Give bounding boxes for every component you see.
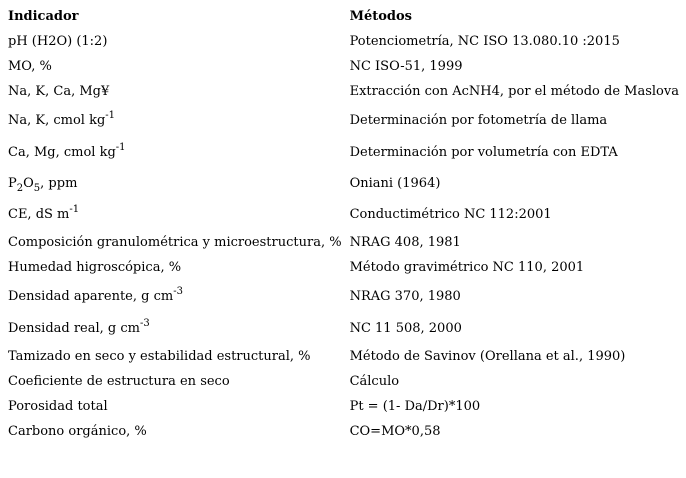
method-cell: Cálculo	[349, 374, 400, 389]
table-row	[0, 168, 686, 198]
method-cell: Método gravimétrico NC 110, 2001	[349, 260, 585, 275]
indicator-cell	[0, 198, 342, 230]
table-row	[0, 230, 686, 255]
method-cell: NRAG 408, 1981	[349, 235, 461, 250]
table-row	[0, 344, 686, 369]
indicator-text: O	[23, 175, 34, 191]
header-metodos: Métodos	[349, 8, 412, 24]
table-row	[0, 394, 686, 419]
table-header-row	[0, 0, 686, 29]
indicator-cell: Composición granulométrica y microestructura, %	[8, 235, 342, 250]
indicator-cell: Carbono orgánico, %	[8, 424, 147, 439]
subscript: 2	[16, 182, 24, 194]
method-cell: NRAG 370, 1980	[349, 288, 461, 304]
indicator-cell: pH (H2O) (1:2)	[8, 34, 108, 49]
indicator-text: Na, K, cmol kg	[8, 112, 106, 128]
method-cell: NC ISO-51, 1999	[349, 59, 463, 74]
unit-exponent: -1	[115, 141, 126, 153]
table-row	[0, 198, 686, 230]
table-row	[0, 136, 686, 168]
method-cell: NC 11 508, 2000	[349, 320, 462, 336]
method-cell: Determinación por volumetría con EDTA	[349, 144, 618, 160]
subscript: 5	[33, 182, 41, 194]
indicator-text: CE, dS m	[8, 206, 70, 222]
indicator-cell: Tamizado en seco y estabilidad estructural, %	[8, 349, 311, 364]
indicator-cell	[0, 280, 342, 312]
table-row	[0, 280, 686, 312]
indicator-text: Ca, Mg, cmol kg	[8, 144, 116, 160]
table-row	[0, 79, 686, 104]
table-row	[0, 29, 686, 54]
unit-exponent: -3	[140, 317, 150, 329]
method-cell: Potenciometría, NC ISO 13.080.10 :2015	[349, 34, 620, 49]
table-row	[0, 369, 686, 394]
table-row	[0, 54, 686, 79]
indicator-cell	[0, 136, 342, 168]
table-row	[0, 312, 686, 344]
indicator-cell: Coeficiente de estructura en seco	[8, 374, 230, 389]
unit-exponent: -1	[69, 203, 80, 215]
indicator-cell: Na, K, Ca, Mg¥	[8, 84, 110, 99]
unit-exponent: -1	[105, 109, 116, 121]
table-row	[0, 419, 686, 444]
table-row	[0, 104, 686, 136]
indicator-text: , ppm	[40, 175, 78, 191]
table-row	[0, 255, 686, 280]
indicator-cell	[0, 104, 342, 136]
indicator-cell	[0, 312, 342, 344]
header-indicador: Indicador	[8, 8, 79, 24]
method-cell: CO=MO*0,58	[349, 424, 441, 439]
method-cell: Determinación por fotometría de llama	[349, 112, 608, 128]
unit-exponent: -3	[173, 285, 183, 297]
indicator-cell: Porosidad total	[8, 399, 108, 414]
method-cell: Método de Savinov (Orellana et al., 1990)	[349, 349, 626, 364]
method-cell: Extracción con AcNH4, por el método de Maslova	[349, 84, 679, 99]
indicator-cell: MO, %	[8, 59, 52, 74]
method-cell: Conductimétrico NC 112:2001	[349, 206, 552, 222]
indicator-cell: Humedad higroscópica, %	[8, 260, 182, 275]
indicator-cell	[0, 168, 342, 198]
indicator-text: Densidad aparente, g cm	[8, 288, 174, 304]
indicator-text: Densidad real, g cm	[8, 320, 140, 336]
indicator-text: P	[8, 175, 17, 191]
method-cell: Pt = (1- Da/Dr)*100	[349, 399, 481, 414]
method-cell: Oniani (1964)	[349, 175, 441, 191]
